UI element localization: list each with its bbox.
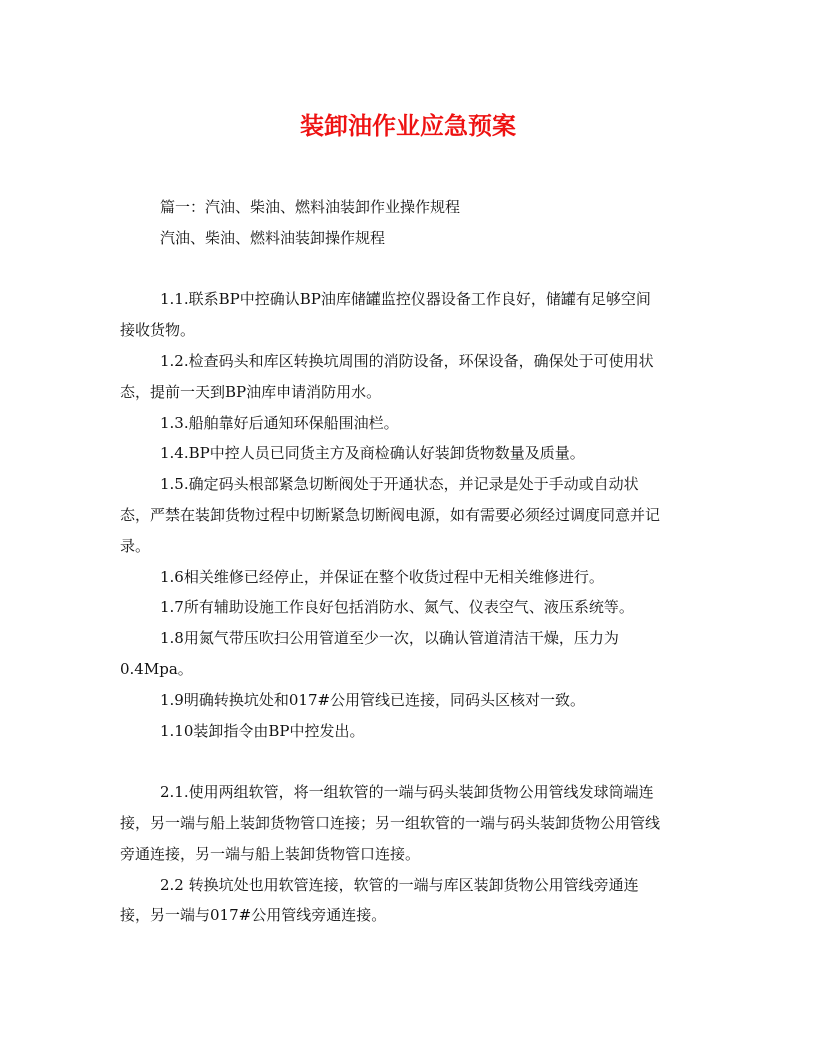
section-2 <box>120 777 695 931</box>
paragraph-line: 0.4Mpa。 <box>120 659 193 678</box>
paragraph-line: 2.2 转换坑处也用软管连接，软管的一端与库区装卸货物公用管线旁通连 <box>160 875 639 894</box>
paragraph-line: 1.4.BP中控人员已同货主方及商检确认好装卸货物数量及质量。 <box>160 444 585 463</box>
paragraph-line: 2.1.使用两组软管，将一组软管的一端与码头装卸货物公用管线发球筒端连 <box>160 783 654 802</box>
paragraph <box>120 346 695 408</box>
heading-part-one: 篇一：汽油、柴油、燃料油装卸作业操作规程 <box>160 198 461 216</box>
paragraph <box>120 408 695 439</box>
paragraph <box>120 592 695 623</box>
paragraph-line: 态，提前一天到BP油库申请消防用水。 <box>120 382 382 401</box>
paragraph-line: 1.10装卸指令由BP中控发出。 <box>160 721 365 740</box>
paragraph <box>120 716 695 747</box>
paragraph <box>120 623 695 685</box>
paragraph-line: 1.8用氮气带压吹扫公用管道至少一次，以确认管道清洁干燥，压力为 <box>160 629 619 648</box>
spacer <box>120 254 695 285</box>
paragraph-line: 1.2.检查码头和库区转换坑周围的消防设备，环保设备，确保处于可使用状 <box>160 351 654 370</box>
document-title: 装卸油作业应急预案 <box>300 112 516 140</box>
paragraph-line: 态，严禁在装卸货物过程中切断紧急切断阀电源，如有需要必须经过调度同意并记 <box>120 505 661 524</box>
paragraph-line: 1.5.确定码头根部紧急切断阀处于开通状态，并记录是处于手动或自动状 <box>160 475 639 494</box>
paragraph-line: 录。 <box>120 536 151 555</box>
paragraph-line: 1.6相关维修已经停止，并保证在整个收货过程中无相关维修进行。 <box>160 567 604 586</box>
section-1 <box>120 284 695 746</box>
paragraph-line: 接，另一端与船上装卸货物管口连接；另一组软管的一端与码头装卸货物公用管线 <box>120 813 661 832</box>
paragraph-line: 1.1.联系BP中控确认BP油库储罐监控仪器设备工作良好，储罐有足够空间 <box>160 290 651 309</box>
paragraph-line: 1.9明确转换坑处和017#公用管线已连接，同码头区核对一致。 <box>160 690 586 709</box>
paragraph-line: 接，另一端与017#公用管线旁通连接。 <box>120 906 387 925</box>
paragraph-line: 1.7所有辅助设施工作良好包括消防水、氮气、仪表空气、液压系统等。 <box>160 598 634 617</box>
paragraph-line: 接收货物。 <box>120 321 196 340</box>
paragraph-line: 旁通连接，另一端与船上装卸货物管口连接。 <box>120 844 421 863</box>
paragraph <box>120 562 695 593</box>
paragraph <box>120 438 695 469</box>
paragraph <box>120 685 695 716</box>
paragraph <box>120 870 695 932</box>
document-body <box>120 192 695 931</box>
paragraph-line: 1.3.船舶靠好后通知环保船围油栏。 <box>160 413 399 432</box>
spacer <box>120 746 695 777</box>
paragraph <box>120 469 695 561</box>
heading-procedure: 汽油、柴油、燃料油装卸操作规程 <box>160 228 386 247</box>
paragraph <box>120 284 695 346</box>
paragraph <box>120 777 695 869</box>
